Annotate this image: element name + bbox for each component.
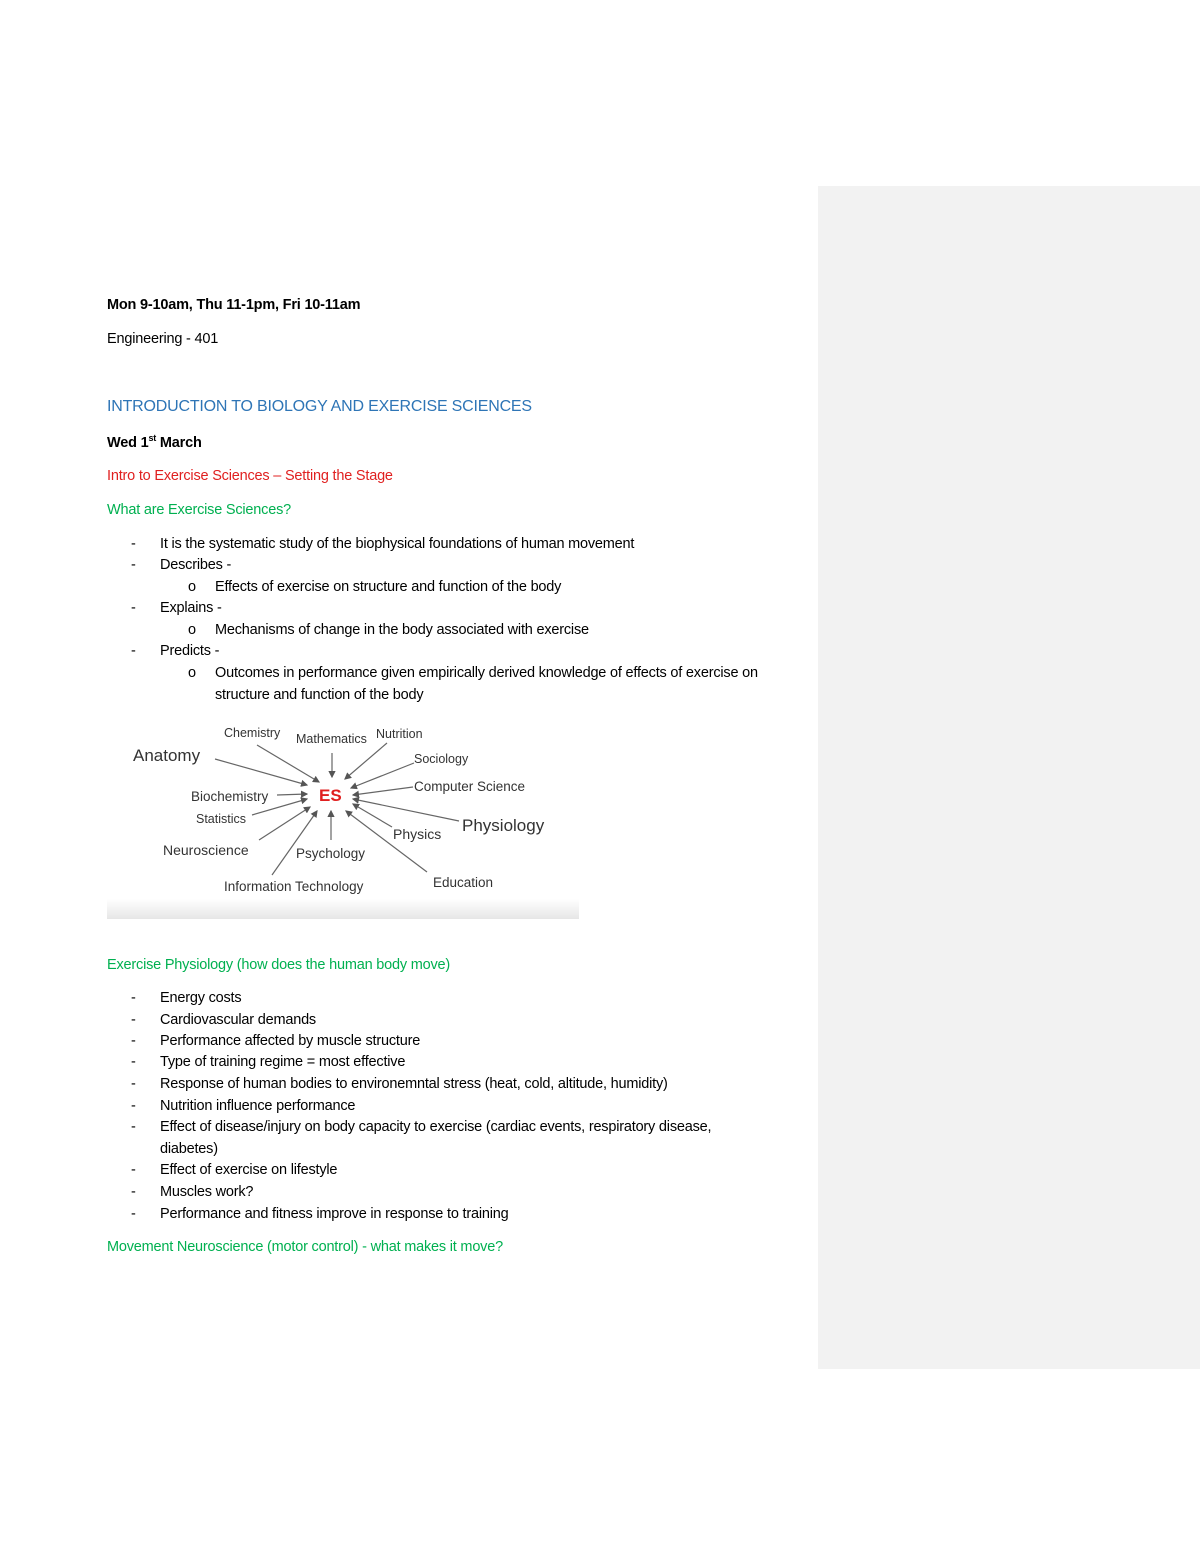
label-sociology: Sociology	[414, 752, 469, 766]
label-chemistry: Chemistry	[224, 726, 281, 740]
section-heading-movement-neuroscience: Movement Neuroscience (motor control) - what makes it move?	[107, 1239, 503, 1255]
location-text: Engineering - 401	[107, 331, 219, 347]
comment-pane	[818, 186, 1200, 1369]
label-computer-science: Computer Science	[414, 779, 526, 794]
label-es-center: ES	[319, 786, 342, 805]
label-nutrition: Nutrition	[376, 727, 423, 741]
schedule-text: Mon 9-10am, Thu 11-1pm, Fri 10-11am	[107, 297, 361, 313]
section-heading-exercise-physiology: Exercise Physiology (how does the human body move)	[107, 957, 451, 973]
label-statistics: Statistics	[196, 812, 247, 826]
label-education: Education	[433, 875, 494, 890]
label-biochemistry: Biochemistry	[191, 789, 269, 804]
date-heading: Wed 1st March	[107, 433, 202, 451]
label-psychology: Psychology	[296, 846, 366, 861]
es-disciplines-diagram	[107, 715, 579, 919]
label-physics: Physics	[393, 826, 442, 842]
subheading-what-are-exercise-sciences: What are Exercise Sciences?	[107, 502, 291, 518]
label-mathematics: Mathematics	[296, 732, 367, 746]
section-heading-intro: Intro to Exercise Sciences – Setting the Stage	[107, 468, 393, 484]
label-information-technology: Information Technology	[224, 879, 364, 894]
label-neuroscience: Neuroscience	[163, 842, 249, 858]
document-title: INTRODUCTION TO BIOLOGY AND EXERCISE SCIENCES	[107, 398, 532, 415]
label-anatomy: Anatomy	[133, 746, 201, 765]
label-physiology: Physiology	[462, 816, 545, 835]
